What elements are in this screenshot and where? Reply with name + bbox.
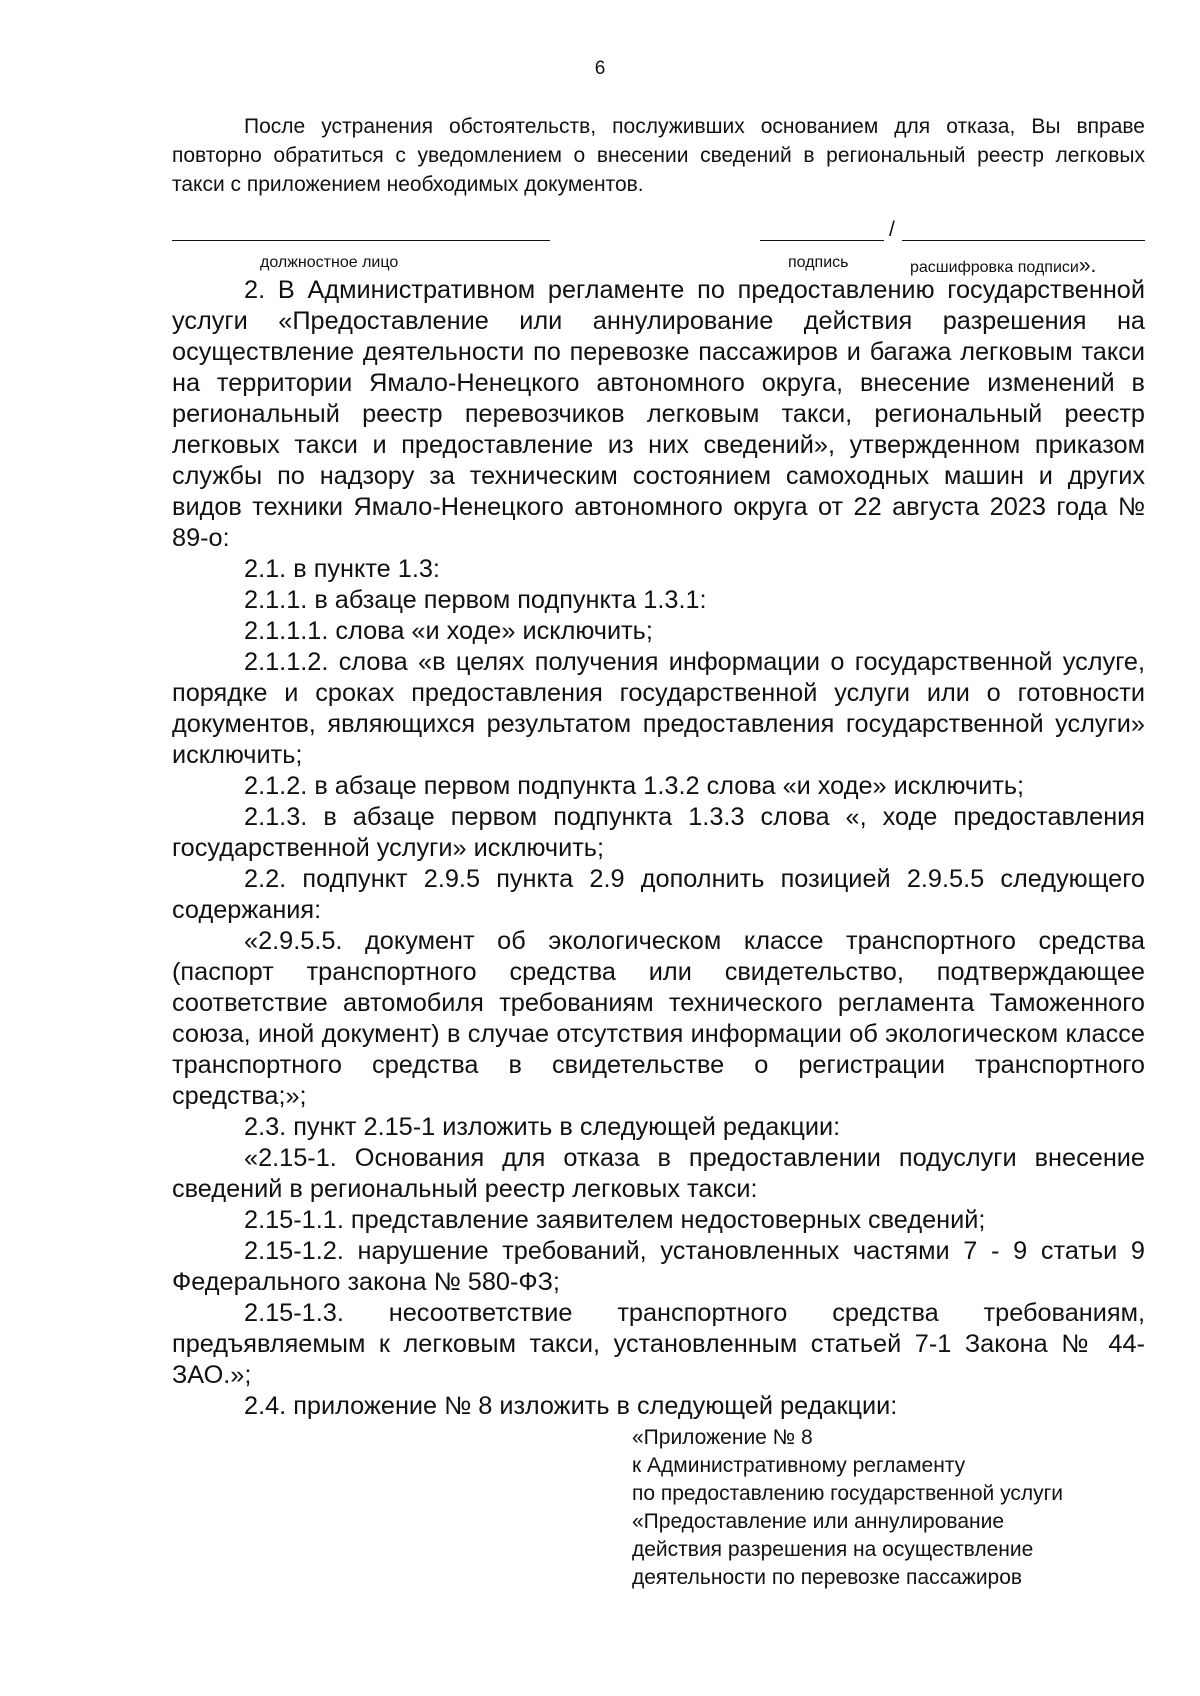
appendix-line: «Предоставление или аннулирование [632,1510,1005,1533]
decoding-line [902,240,1145,241]
intro-paragraph: После устранения обстоятельств, послуживших основанием для отказа, Вы вправе повторно обратиться с уведомлением о внесении сведений в региональный реестр легковых такси с приложением необходимых документов. [172,115,1145,196]
paragraph: «2.15-1. Основания для отказа в предоставлении подуслуги внесение сведений в региональный реестр легковых такси: [172,1144,1145,1203]
appendix-line: к Административному регламенту [632,1454,966,1477]
paragraph: 2.1. в пункте 1.3: [244,555,440,583]
paragraph: 2.1.1.2. слова «в целях получения информации о государственной услуге, порядке и сроках предоставления государственной услуги или о готовности документов, являющихся результатом предоставления государственной услуги» исключить; [172,648,1145,769]
signature-slash: / [889,218,895,241]
closing-quote: ». [1078,254,1097,277]
appendix-header [632,1424,1152,1592]
signature-block [172,218,1145,277]
paragraph: 2.1.3. в абзаце первом подпункта 1.3.3 слова «, ходе предоставления государственной услуги» исключить; [172,803,1145,862]
signature-line [760,240,884,241]
paragraph: 2.15-1.1. представление заявителем недостоверных сведений; [244,1206,986,1234]
appendix-line: по предоставлению государственной услуги [632,1482,1064,1505]
decoding-caption-text: расшифровка подписи [910,259,1079,276]
paragraph: 2. В Административном регламенте по предоставлению государственной услуги «Предоставление или аннулирование действия разрешения на осуществление деятельности по перевозке пассажиров и багажа легковым такси на территории Ямало-Ненецкого автономного округа, внесение изменений в региональный реестр перевозчиков легковым такси, региональный реестр легковых такси и предоставление из них сведений», утвержденном приказом службы по надзору за техническим состоянием самоходных машин и других видов техники Ямало-Ненецкого автономного округа от 22 августа 2023 года № 89-о: [172,276,1145,552]
appendix-line: действия разрешения на осуществление [632,1538,1034,1561]
document-body [172,275,1145,1422]
paragraph: 2.1.1. в абзаце первом подпункта 1.3.1: [244,586,707,614]
paragraph: 2.15-1.3. несоответствие транспортного средства требованиям, предъявляемым к легковым такси, установленным статьей 7-1 Закона № 44-ЗАО.»; [172,1299,1145,1389]
paragraph: 2.1.2. в абзаце первом подпункта 1.3.2 слова «и ходе» исключить; [244,772,1025,800]
position-line [172,240,550,241]
paragraph: 2.15-1.2. нарушение требований, установленных частями 7 - 9 статьи 9 Федерального закона № 580-ФЗ; [172,1237,1145,1296]
appendix-line: «Приложение № 8 [632,1426,813,1449]
paragraph: 2.3. пункт 2.15-1 изложить в следующей редакции: [244,1113,841,1141]
page-number: 6 [594,58,606,79]
signature-caption: подпись [788,254,849,271]
appendix-line: деятельности по перевозке пассажиров [632,1566,1023,1589]
paragraph: 2.1.1.1. слова «и ходе» исключить; [244,617,653,645]
paragraph: 2.4. приложение № 8 изложить в следующей редакции: [244,1392,898,1420]
paragraph: 2.2. подпункт 2.9.5 пункта 2.9 дополнить позицией 2.9.5.5 следующего содержания: [172,865,1145,924]
position-caption: должностное лицо [260,254,399,271]
paragraph: «2.9.5.5. документ об экологическом классе транспортного средства (паспорт транспортного средства или свидетельство, подтверждающее соответствие автомобиля требованиям технического регламента Таможенного союза, иной документ) в случае отсутствия информации об экологическом классе транспортного средства в свидетельстве о регистрации транспортного средства;»; [172,927,1145,1110]
